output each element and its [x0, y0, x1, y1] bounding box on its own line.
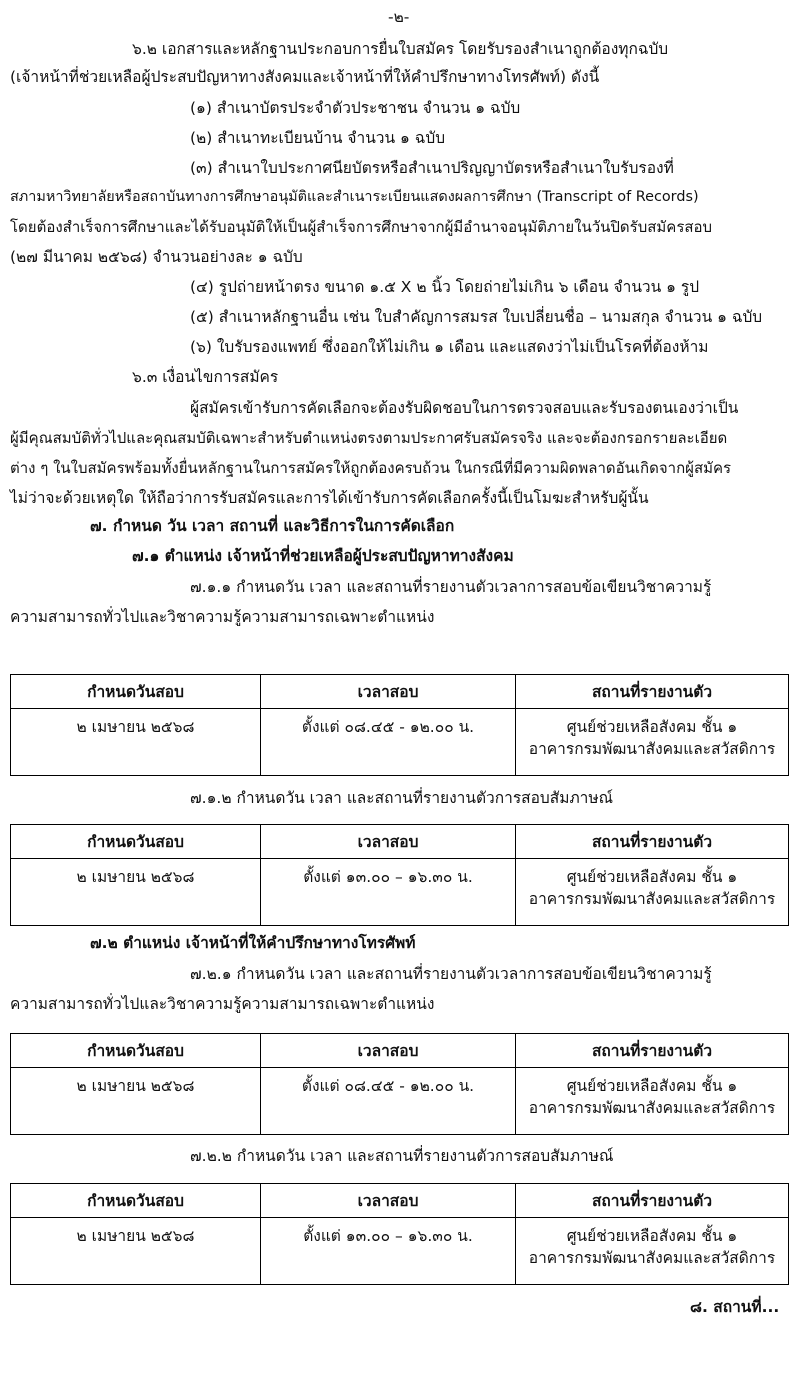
report-place-line-1: ศูนย์ช่วยเหลือสังคม ชั้น ๑ [566, 718, 738, 736]
table-row [11, 1068, 789, 1135]
table-header-row [11, 825, 789, 859]
header-exam-date: กำหนดวันสอบ [11, 675, 261, 709]
section-6-3-line-2: ผู้มีคุณสมบัติทั่วไปและคุณสมบัติเฉพาะสำหรับตำแหน่งตรงตามประกาศรับสมัครจริง และจะต้องกรอกรายละเอียด [10, 429, 728, 447]
section-7-2-heading: ๗.๒ ตำแหน่ง เจ้าหน้าที่ให้คำปรึกษาทางโทรศัพท์ [90, 934, 416, 952]
header-exam-time: เวลาสอบ [261, 675, 516, 709]
doc-item-4: (๔) รูปถ่ายหน้าตรง ขนาด ๑.๕ X ๒ นิ้ว โดยถ่ายไม่เกิน ๖ เดือน จำนวน ๑ รูป [190, 278, 700, 296]
header-report-place: สถานที่รายงานตัว [516, 1184, 789, 1218]
section-7-1-heading: ๗.๑ ตำแหน่ง เจ้าหน้าที่ช่วยเหลือผู้ประสบปัญหาทางสังคม [132, 547, 514, 565]
page-number: -๒- [388, 8, 410, 26]
exam-time-cell: ตั้งแต่ ๐๘.๔๕ - ๑๒.๐๐ น. [261, 709, 516, 776]
table-header-row [11, 675, 789, 709]
doc-item-3-cont-1: สภามหาวิทยาลัยหรือสถาบันทางการศึกษาอนุมัติและสำเนาระเบียนแสดงผลการศึกษา (Transcript of Records) [10, 189, 699, 205]
header-report-place: สถานที่รายงานตัว [516, 825, 789, 859]
section-6-2-line-2: (เจ้าหน้าที่ช่วยเหลือผู้ประสบปัญหาทางสังคมและเจ้าหน้าที่ให้คำปรึกษาทางโทรศัพท์) ดังนี้ [10, 68, 600, 86]
table-row [11, 859, 789, 926]
schedule-table-7-2-1 [10, 1033, 789, 1135]
section-6-2-heading: ๖.๒ เอกสารและหลักฐานประกอบการยื่นใบสมัคร โดยรับรองสำเนาถูกต้องทุกฉบับ [132, 40, 669, 58]
doc-item-3-cont-3: (๒๗ มีนาคม ๒๕๖๘) จำนวนอย่างละ ๑ ฉบับ [10, 248, 303, 266]
exam-date-cell: ๒ เมษายน ๒๕๖๘ [11, 859, 261, 926]
header-report-place: สถานที่รายงานตัว [516, 1034, 789, 1068]
report-place-cell [516, 709, 789, 776]
table-header-row [11, 1034, 789, 1068]
exam-time-cell: ตั้งแต่ ๑๓.๐๐ – ๑๖.๓๐ น. [261, 1218, 516, 1285]
header-exam-time: เวลาสอบ [261, 1034, 516, 1068]
report-place-line-2: อาคารกรมพัฒนาสังคมและสวัสดิการ [528, 890, 776, 908]
exam-time-cell: ตั้งแต่ ๑๓.๐๐ – ๑๖.๓๐ น. [261, 859, 516, 926]
report-place-line-2: อาคารกรมพัฒนาสังคมและสวัสดิการ [528, 1249, 776, 1267]
doc-item-6: (๖) ใบรับรองแพทย์ ซึ่งออกให้ไม่เกิน ๑ เดือน และแสดงว่าไม่เป็นโรคที่ต้องห้าม [190, 338, 709, 356]
header-exam-time: เวลาสอบ [261, 1184, 516, 1218]
section-7-1-2-line: ๗.๑.๒ กำหนดวัน เวลา และสถานที่รายงานตัวการสอบสัมภาษณ์ [190, 789, 613, 807]
table-row [11, 1218, 789, 1285]
section-6-3-line-1: ผู้สมัครเข้ารับการคัดเลือกจะต้องรับผิดชอบในการตรวจสอบและรับรองตนเองว่าเป็น [190, 399, 739, 417]
doc-item-3: (๓) สำเนาใบประกาศนียบัตรหรือสำเนาปริญญาบัตรหรือสำเนาใบรับรองที่ [190, 159, 674, 177]
report-place-line-1: ศูนย์ช่วยเหลือสังคม ชั้น ๑ [566, 1077, 738, 1095]
report-place-cell [516, 1068, 789, 1135]
schedule-table-7-1-2 [10, 824, 789, 926]
report-place-line-2: อาคารกรมพัฒนาสังคมและสวัสดิการ [528, 1099, 776, 1117]
table-header-row [11, 1184, 789, 1218]
header-exam-time: เวลาสอบ [261, 825, 516, 859]
schedule-table-7-2-2 [10, 1183, 789, 1285]
header-exam-date: กำหนดวันสอบ [11, 1184, 261, 1218]
section-7-2-1-line-2: ความสามารถทั่วไปและวิชาความรู้ความสามารถเฉพาะตำแหน่ง [10, 995, 435, 1013]
exam-time-cell: ตั้งแต่ ๐๘.๔๕ - ๑๒.๐๐ น. [261, 1068, 516, 1135]
exam-date-cell: ๒ เมษายน ๒๕๖๘ [11, 709, 261, 776]
section-7-1-1-line-2: ความสามารถทั่วไปและวิชาความรู้ความสามารถเฉพาะตำแหน่ง [10, 608, 435, 626]
header-exam-date: กำหนดวันสอบ [11, 1034, 261, 1068]
doc-item-5: (๕) สำเนาหลักฐานอื่น เช่น ใบสำคัญการสมรส ใบเปลี่ยนชื่อ – นามสกุล จำนวน ๑ ฉบับ [190, 308, 763, 326]
header-report-place: สถานที่รายงานตัว [516, 675, 789, 709]
report-place-line-1: ศูนย์ช่วยเหลือสังคม ชั้น ๑ [566, 868, 738, 886]
section-7-2-1-line-1: ๗.๒.๑ กำหนดวัน เวลา และสถานที่รายงานตัวเวลาการสอบข้อเขียนวิชาความรู้ [190, 965, 712, 983]
report-place-cell [516, 859, 789, 926]
doc-item-3-cont-2: โดยต้องสำเร็จการศึกษาและได้รับอนุมัติให้เป็นผู้สำเร็จการศึกษาจากผู้มีอำนาจอนุมัติภายในวันปิดรับสมัครสอบ [10, 218, 713, 236]
section-7-2-2-line: ๗.๒.๒ กำหนดวัน เวลา และสถานที่รายงานตัวการสอบสัมภาษณ์ [190, 1147, 614, 1165]
header-exam-date: กำหนดวันสอบ [11, 825, 261, 859]
table-row [11, 709, 789, 776]
exam-date-cell: ๒ เมษายน ๒๕๖๘ [11, 1068, 261, 1135]
section-6-3-heading: ๖.๓ เงื่อนไขการสมัคร [132, 368, 279, 386]
exam-date-cell: ๒ เมษายน ๒๕๖๘ [11, 1218, 261, 1285]
schedule-table-7-1-1 [10, 674, 789, 776]
doc-item-1: (๑) สำเนาบัตรประจำตัวประชาชน จำนวน ๑ ฉบับ [190, 99, 521, 117]
report-place-line-2: อาคารกรมพัฒนาสังคมและสวัสดิการ [528, 740, 776, 758]
report-place-line-1: ศูนย์ช่วยเหลือสังคม ชั้น ๑ [566, 1227, 738, 1245]
section-7-1-1-line-1: ๗.๑.๑ กำหนดวัน เวลา และสถานที่รายงานตัวเวลาการสอบข้อเขียนวิชาความรู้ [190, 578, 712, 596]
section-6-3-line-4: ไม่ว่าจะด้วยเหตุใด ให้ถือว่าการรับสมัครและการได้เข้ารับการคัดเลือกครั้งนี้เป็นโมฆะสำหรับผู้นั้น [10, 489, 649, 507]
section-6-3-line-3: ต่าง ๆ ในใบสมัครพร้อมทั้งยื่นหลักฐานในการสมัครให้ถูกต้องครบถ้วน ในกรณีที่มีความผิดพลาดอันเกิดจากผู้สมัคร [10, 459, 732, 477]
report-place-cell [516, 1218, 789, 1285]
continuation-marker: ๘. สถานที่... [690, 1298, 780, 1316]
doc-item-2: (๒) สำเนาทะเบียนบ้าน จำนวน ๑ ฉบับ [190, 129, 446, 147]
section-7-heading: ๗. กำหนด วัน เวลา สถานที่ และวิธีการในการคัดเลือก [90, 517, 455, 535]
